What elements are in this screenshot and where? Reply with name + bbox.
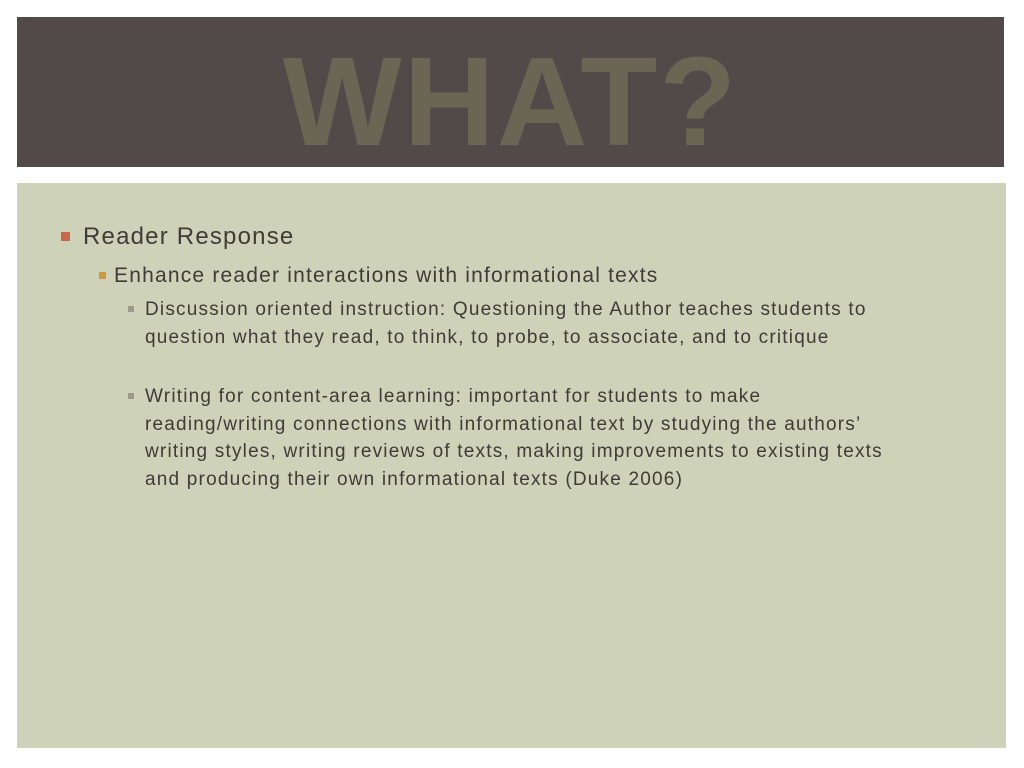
bullet-text: Writing for content-area learning: important for students to make reading/writing connections with informational text by studying the authors’ writing styles, writing reviews of texts, making improvements to existing texts and producing their own informational texts (Duke 2006): [145, 386, 883, 490]
content-panel: [17, 183, 1006, 748]
title-band: [17, 17, 1004, 167]
bullet-text: Discussion oriented instruction: Questioning the Author teaches students to question what they read, to think, to probe, to associate, and to critique: [145, 299, 867, 348]
bullet-text: Enhance reader interactions with informational texts: [114, 264, 659, 287]
square-bullet-icon: [128, 393, 134, 399]
bullet-level3: [128, 296, 908, 351]
bullet-text: Reader Response: [83, 223, 295, 250]
square-bullet-icon: [61, 232, 70, 241]
bullet-level2: [99, 261, 659, 291]
square-bullet-icon: [128, 306, 134, 312]
square-bullet-icon: [99, 272, 106, 279]
bullet-level3: [128, 383, 908, 493]
slide-title: WHAT?: [282, 31, 739, 167]
bullet-level1: [61, 221, 294, 253]
